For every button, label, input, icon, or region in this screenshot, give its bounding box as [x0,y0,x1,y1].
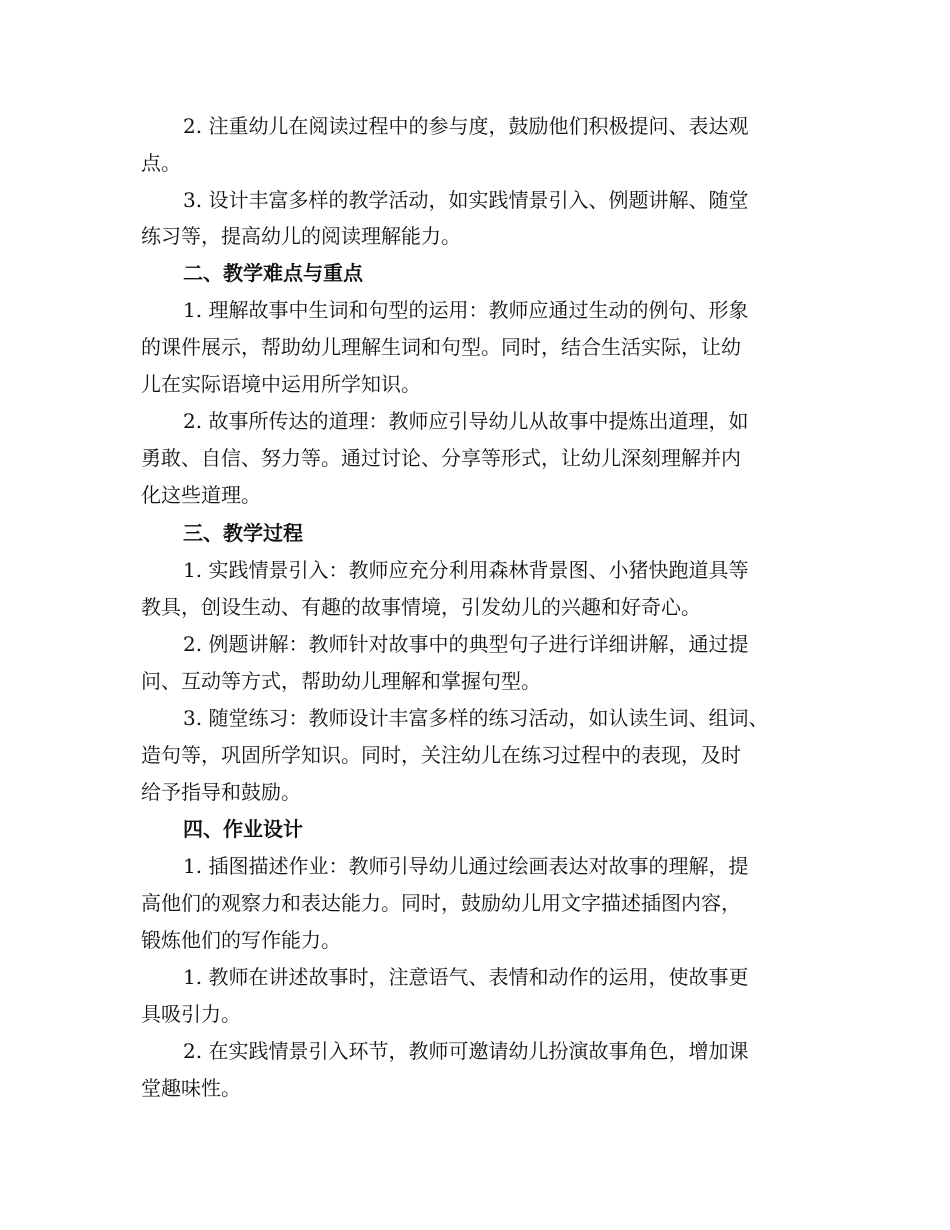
text-line: 堂趣味性。 [141,1076,241,1100]
text-line: 3. 设计丰富多样的教学活动，如实践情景引入、例题讲解、随堂 [183,188,749,212]
text-line: 高他们的观察力和表达能力。同时，鼓励幼儿用文字描述插图内容， [141,891,741,915]
text-line: 2. 注重幼儿在阅读过程中的参与度，鼓励他们积极提问、表达观 [183,114,749,138]
section-heading: 三、教学过程 [183,521,303,545]
text-line: 点。 [141,151,181,175]
text-line: 儿在实际语境中运用所学知识。 [141,372,421,396]
text-line: 给予指导和鼓励。 [141,780,301,804]
text-line: 1. 实践情景引入：教师应充分利用森林背景图、小猪快跑道具等 [183,558,749,582]
text-line: 1. 教师在讲述故事时，注意语气、表情和动作的运用，使故事更 [183,965,749,989]
text-line: 造句等，巩固所学知识。同时，关注幼儿在练习过程中的表现，及时 [141,743,741,767]
text-line: 勇敢、自信、努力等。通过讨论、分享等形式，让幼儿深刻理解并内 [141,446,741,470]
text-line: 锻炼他们的写作能力。 [141,928,341,952]
section-heading: 二、教学难点与重点 [183,261,363,285]
text-line: 1. 理解故事中生词和句型的运用：教师应通过生动的例句、形象 [183,298,749,322]
text-line: 练习等，提高幼儿的阅读理解能力。 [141,224,461,248]
text-line: 2. 故事所传达的道理：教师应引导幼儿从故事中提炼出道理，如 [183,409,749,433]
text-line: 2. 在实践情景引入环节，教师可邀请幼儿扮演故事角色，增加课 [183,1039,749,1063]
section-heading: 四、作业设计 [183,817,303,841]
text-line: 教具，创设生动、有趣的故事情境，引发幼儿的兴趣和好奇心。 [141,595,701,619]
text-line: 问、互动等方式，帮助幼儿理解和掌握句型。 [141,669,541,693]
text-line: 2. 例题讲解：教师针对故事中的典型句子进行详细讲解，通过提 [183,632,749,656]
text-line: 具吸引力。 [141,1002,241,1026]
text-line: 的课件展示，帮助幼儿理解生词和句型。同时，结合生活实际，让幼 [141,335,741,359]
text-line: 化这些道理。 [141,483,261,507]
text-line: 3. 随堂练习：教师设计丰富多样的练习活动，如认读生词、组词、 [183,706,769,730]
text-line: 1. 插图描述作业：教师引导幼儿通过绘画表达对故事的理解，提 [183,854,749,878]
